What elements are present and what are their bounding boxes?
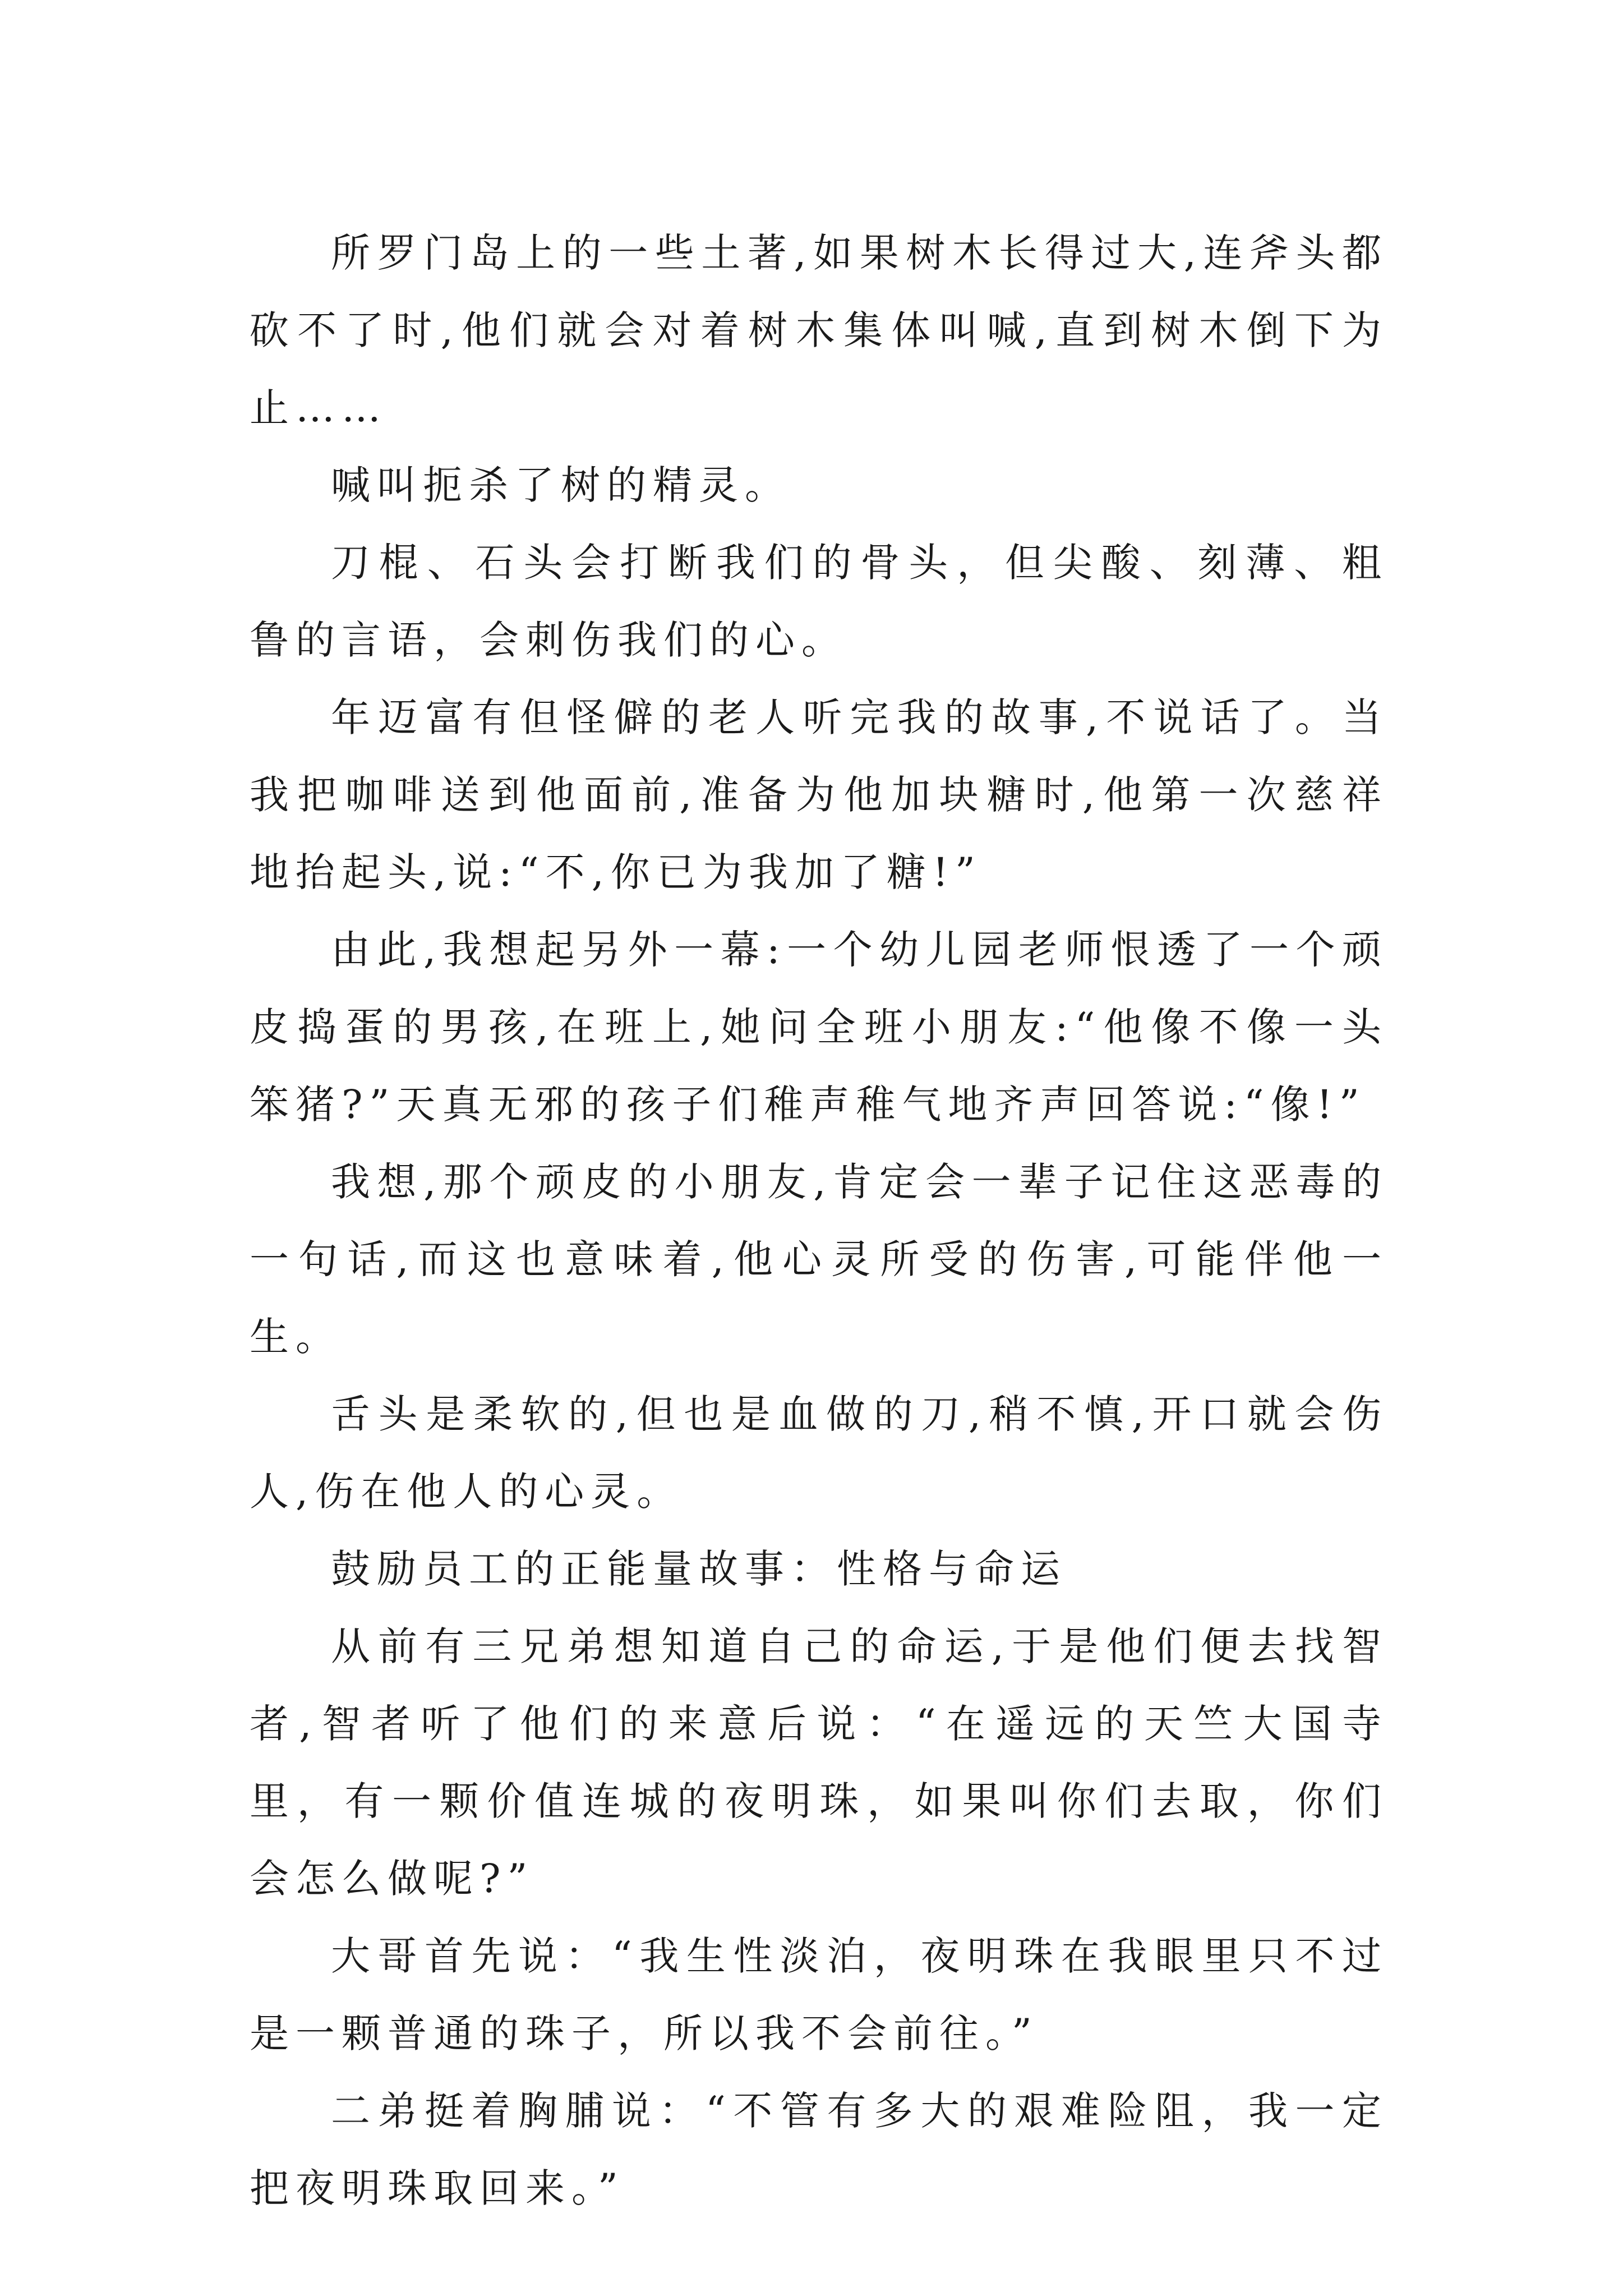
paragraph-8: 从前有三兄弟想知道自己的命运,于是他们便去找智者,智者听了他们的来意后说：“在遥远的天竺大国寺里，有一颗价值连城的夜明珠，如果叫你们去取，你们会怎么做呢?” bbox=[250, 1623, 1388, 1902]
paragraph-2: 喊叫扼杀了树的精灵。 bbox=[331, 462, 791, 508]
paragraph-3: 刀棍、石头会打断我们的骨头，但尖酸、刻薄、粗鲁的言语，会刺伤我们的心。 bbox=[250, 540, 1388, 663]
paragraph-9: 大哥首先说：“我生性淡泊，夜明珠在我眼里只不过是一颗普通的珠子，所以我不会前往。” bbox=[250, 1933, 1388, 2056]
paragraph-4: 年迈富有但怪僻的老人听完我的故事,不说话了。当我把咖啡送到他面前,准备为他加块糖时,他第一次慈祥地抬起头,说:“不,你已为我加了糖!” bbox=[250, 694, 1388, 895]
paragraph-10: 二弟挺着胸脯说：“不管有多大的艰难险阻，我一定把夜明珠取回来。” bbox=[250, 2088, 1388, 2211]
section-heading: 鼓励员工的正能量故事：性格与命运 bbox=[331, 1546, 1067, 1592]
paragraph-5: 由此,我想起另外一幕:一个幼儿园老师恨透了一个顽皮捣蛋的男孩,在班上,她问全班小朋友:“他像不像一头笨猪?”天真无邪的孩子们稚声稚气地齐声回答说:“像!” bbox=[250, 927, 1388, 1128]
paragraph-7: 舌头是柔软的,但也是血做的刀,稍不慎,开口就会伤人,伤在他人的心灵。 bbox=[250, 1391, 1388, 1515]
paragraph-6: 我想,那个顽皮的小朋友,肯定会一辈子记住这恶毒的一句话,而这也意味着,他心灵所受的伤害,可能伴他一生。 bbox=[250, 1159, 1388, 1360]
document-body bbox=[250, 214, 1388, 2227]
paragraph-1: 所罗门岛上的一些土著,如果树木长得过大,连斧头都砍不了时,他们就会对着树木集体叫喊,直到树木倒下为止…… bbox=[250, 230, 1388, 431]
